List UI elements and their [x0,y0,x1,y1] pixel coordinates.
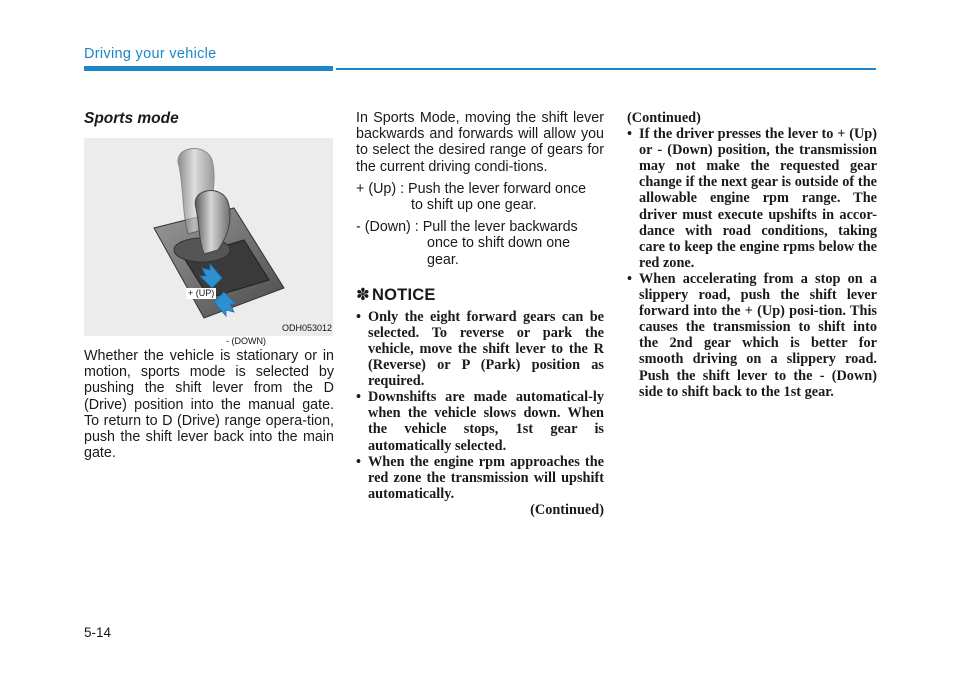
sports-mode-heading: Sports mode [84,110,179,127]
sports-mode-paragraph: Whether the vehicle is stationary or in motion, sports mode is selected by pushing the shift lever from the D (Drive) position into the manual gate. To return to D (Drive) range opera-tion, push the shift lever back into the main gate. [84,348,334,462]
list-item: • When the engine rpm approaches the red zone the transmission will upshift automatically. [356,453,604,502]
up-definition-line: + (Up) : Push the lever forward once [356,180,587,197]
down-label: - (DOWN) [226,336,266,346]
bullet-icon: • [356,308,362,325]
column-2 [356,110,604,518]
notice-icon: ✽ [356,285,371,304]
down-definition-line: - (Down) : Pull the lever backwards [356,219,578,236]
bullet-icon: • [627,126,633,143]
section-header-title: Driving your vehicle [84,46,217,62]
page-number: 5-14 [84,625,112,640]
up-definition [356,181,604,213]
list-item: • Downshifts are made automatical-ly when the vehicle slows down. When the vehicle stops, 1st gear is automatically selected. [356,389,604,454]
shift-lever-figure [84,138,333,346]
header-rule [336,68,876,70]
bullet-icon: • [627,270,633,287]
notice-heading [356,285,604,305]
notice-list-continued [627,126,877,400]
continued-note: (Continued) [530,501,604,518]
continued-heading: (Continued) [627,110,701,126]
list-item: • When accelerating from a stop on a slippery road, push the shift lever forward into the + (Up) posi-tion. This causes the transmission to shift into the 2nd gear which is better for smooth driving on a slippery road. Push the shift lever to the - (Down) side to shift back to the 1st gear. [627,270,877,400]
up-label: + (UP) [188,288,215,298]
down-definition-cont: once to shift down one gear. [427,235,571,268]
shift-lever-illustration [84,138,333,336]
header-accent-bar [84,66,333,71]
list-item: • Only the eight forward gears can be selected. To reverse or park the vehicle, move the shift lever to the R (Reverse) or P (Park) position as required. [356,308,604,390]
bullet-icon: • [356,453,362,470]
figure-code: ODH053012 [281,323,332,333]
notice-list [356,309,604,502]
column-1 [84,110,334,461]
notice-title: NOTICE [372,285,436,304]
up-definition-cont: to shift up one gear. [411,197,537,214]
list-item: • If the driver presses the lever to + (Up) or - (Down) position, the transmission may not make the requested gear change if the next gear is outside of the allowable engine rpm range. The driver must execute upshifts in accor-dance with road conditions, taking care to keep the engine rpms below the red zone. [627,126,877,271]
intro-paragraph: In Sports Mode, moving the shift lever backwards and forwards will allow you to select the desired range of gears for the current driving condi-tions. [356,110,604,175]
column-3 [627,110,877,400]
bullet-icon: • [356,389,362,406]
down-definition [356,219,604,268]
